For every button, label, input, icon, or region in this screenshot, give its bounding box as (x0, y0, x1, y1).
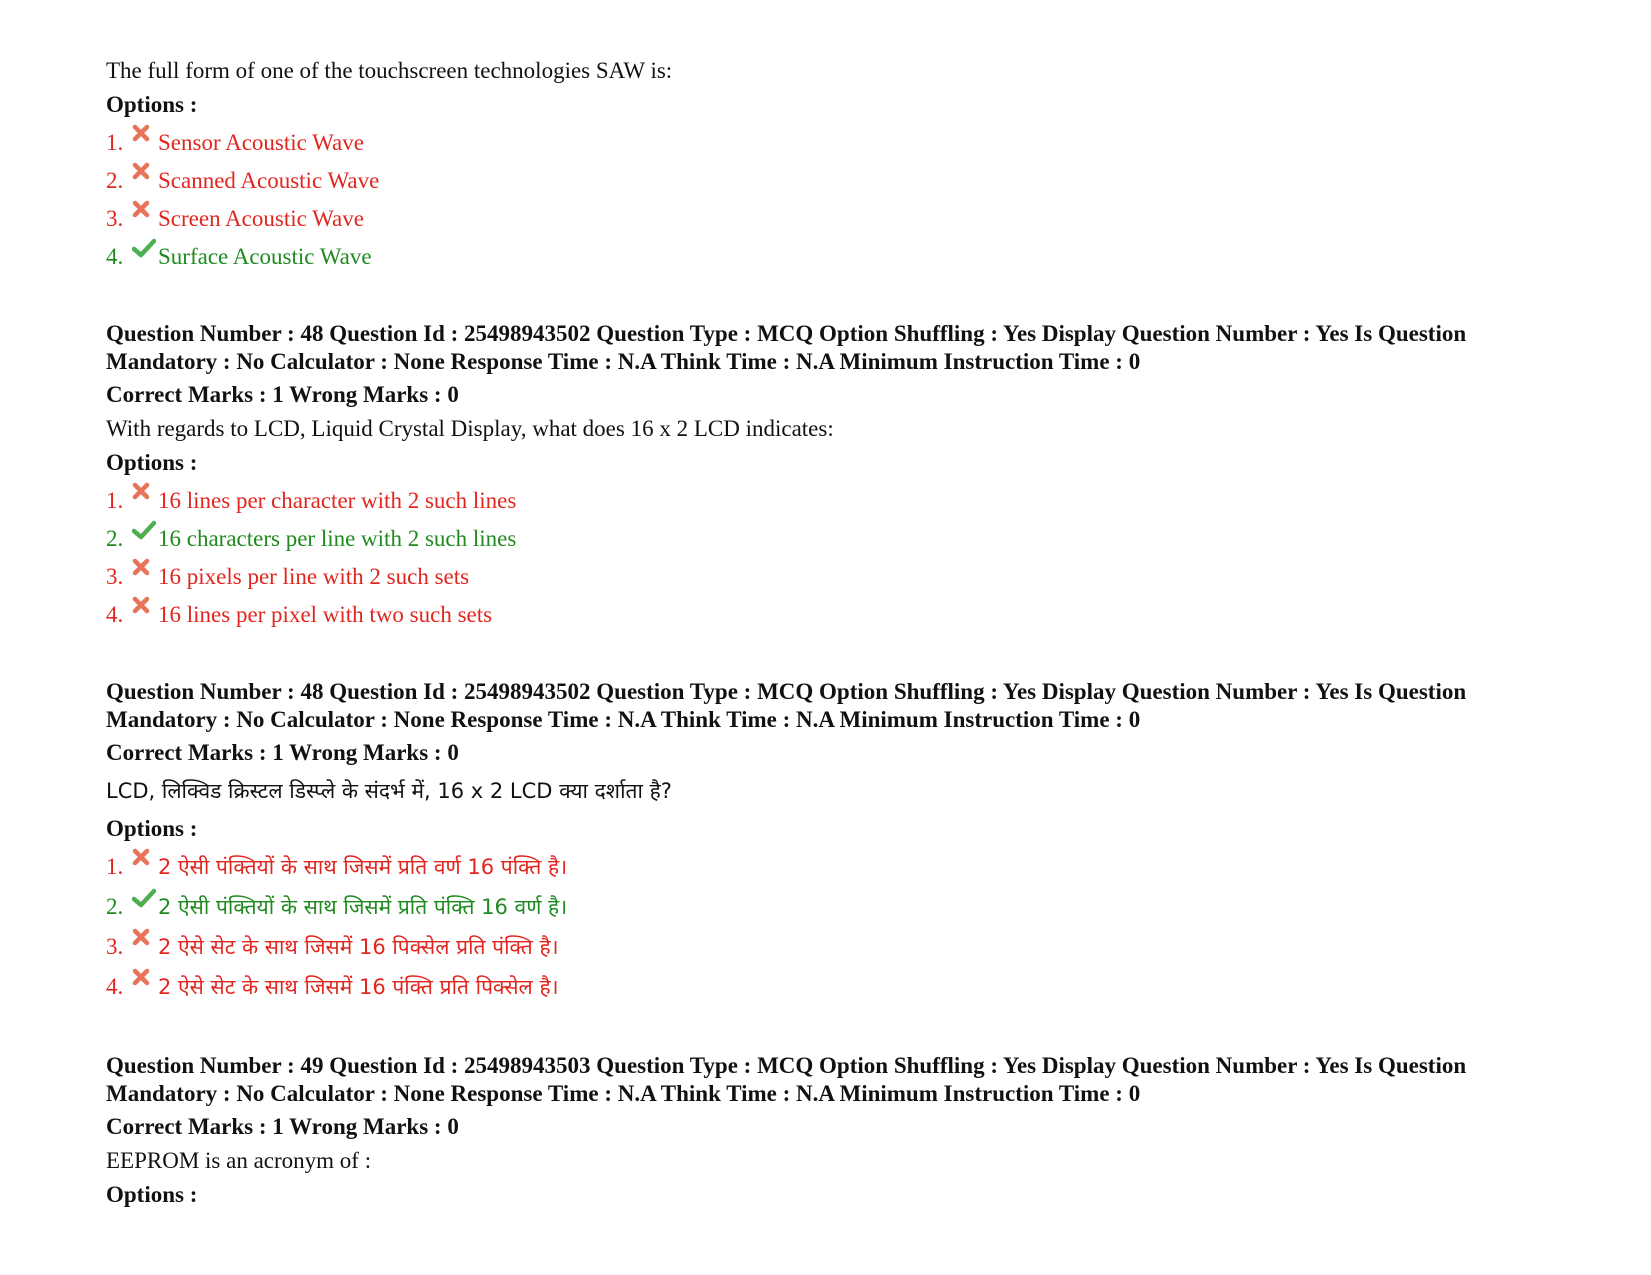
option-number: 1. (106, 854, 124, 879)
option-item (106, 848, 1586, 888)
options-label: Options : (106, 816, 198, 841)
option-item (106, 124, 1586, 162)
options-label: Options : (106, 1182, 198, 1207)
option-text: 2 ऐसे सेट के साथ जिसमें 16 पिक्सेल प्रति पंक्ति है। (158, 935, 559, 959)
options-list (106, 848, 1586, 1008)
check-icon (130, 524, 158, 548)
option-number: 2. (106, 526, 124, 551)
option-item (106, 928, 1586, 968)
option-text: 2 ऐसी पंक्तियों के साथ जिसमें प्रति वर्ण 16 पंक्ति है। (158, 855, 568, 879)
option-item (106, 520, 1586, 558)
check-icon (130, 892, 158, 916)
question-text: EEPROM is an acronym of : (106, 1148, 372, 1173)
document-page (106, 56, 1586, 1214)
option-number: 4. (106, 974, 124, 999)
question-meta: Question Number : 48 Question Id : 25498943502 Question Type : MCQ Option Shuffling : Yes Display Question Number : Yes Is Question Mandatory : No Calculator : None Response Time : N.A Think Time : N.A Minimum Instruction Time : 0 (106, 321, 1467, 374)
option-text: 16 characters per line with 2 such lines (158, 526, 517, 551)
question-meta: Question Number : 48 Question Id : 25498943502 Question Type : MCQ Option Shuffling : Yes Display Question Number : Yes Is Question Mandatory : No Calculator : None Response Time : N.A Think Time : N.A Minimum Instruction Time : 0 (106, 679, 1467, 732)
option-text: Surface Acoustic Wave (158, 244, 372, 269)
option-number: 3. (106, 564, 124, 589)
option-item (106, 238, 1586, 276)
options-label: Options : (106, 92, 198, 117)
question-block-1 (106, 56, 1586, 276)
marks-line: Correct Marks : 1 Wrong Marks : 0 (106, 1114, 459, 1139)
option-text: Scanned Acoustic Wave (158, 168, 380, 193)
options-list (106, 124, 1586, 276)
cross-icon (130, 166, 158, 190)
option-text: Sensor Acoustic Wave (158, 130, 364, 155)
cross-icon (130, 972, 158, 996)
cross-icon (130, 128, 158, 152)
question-text: With regards to LCD, Liquid Crystal Display, what does 16 x 2 LCD indicates: (106, 416, 834, 441)
option-text: 16 pixels per line with 2 such sets (158, 564, 470, 589)
cross-icon (130, 486, 158, 510)
cross-icon (130, 562, 158, 586)
marks-line: Correct Marks : 1 Wrong Marks : 0 (106, 740, 459, 765)
option-number: 4. (106, 244, 124, 269)
option-number: 1. (106, 130, 124, 155)
option-text: 16 lines per pixel with two such sets (158, 602, 493, 627)
question-block-4 (106, 1052, 1586, 1210)
cross-icon (130, 204, 158, 228)
option-text: 16 lines per character with 2 such lines (158, 488, 517, 513)
option-number: 3. (106, 206, 124, 231)
option-number: 4. (106, 602, 124, 627)
marks-line: Correct Marks : 1 Wrong Marks : 0 (106, 382, 459, 407)
question-block-3 (106, 678, 1586, 1008)
option-text: 2 ऐसी पंक्तियों के साथ जिसमें प्रति पंक्ति 16 वर्ण है। (158, 895, 568, 919)
options-list (106, 482, 1586, 634)
question-text: LCD, लिक्विड क्रिस्टल डिस्प्ले के संदर्भ में, 16 x 2 LCD क्या दर्शाता है? (106, 779, 672, 803)
cross-icon (130, 932, 158, 956)
question-block-2 (106, 320, 1586, 634)
option-number: 2. (106, 168, 124, 193)
option-item (106, 200, 1586, 238)
option-text: 2 ऐसे सेट के साथ जिसमें 16 पंक्ति प्रति पिक्सेल है। (158, 975, 559, 999)
option-item (106, 162, 1586, 200)
cross-icon (130, 852, 158, 876)
option-item (106, 482, 1586, 520)
option-item (106, 596, 1586, 634)
option-item (106, 558, 1586, 596)
option-number: 3. (106, 934, 124, 959)
option-text: Screen Acoustic Wave (158, 206, 364, 231)
option-number: 1. (106, 488, 124, 513)
question-meta: Question Number : 49 Question Id : 25498943503 Question Type : MCQ Option Shuffling : Yes Display Question Number : Yes Is Question Mandatory : No Calculator : None Response Time : N.A Think Time : N.A Minimum Instruction Time : 0 (106, 1053, 1467, 1106)
option-number: 2. (106, 894, 124, 919)
options-label: Options : (106, 450, 198, 475)
cross-icon (130, 600, 158, 624)
question-text: The full form of one of the touchscreen technologies SAW is: (106, 58, 673, 83)
option-item (106, 888, 1586, 928)
option-item (106, 968, 1586, 1008)
check-icon (130, 242, 158, 266)
